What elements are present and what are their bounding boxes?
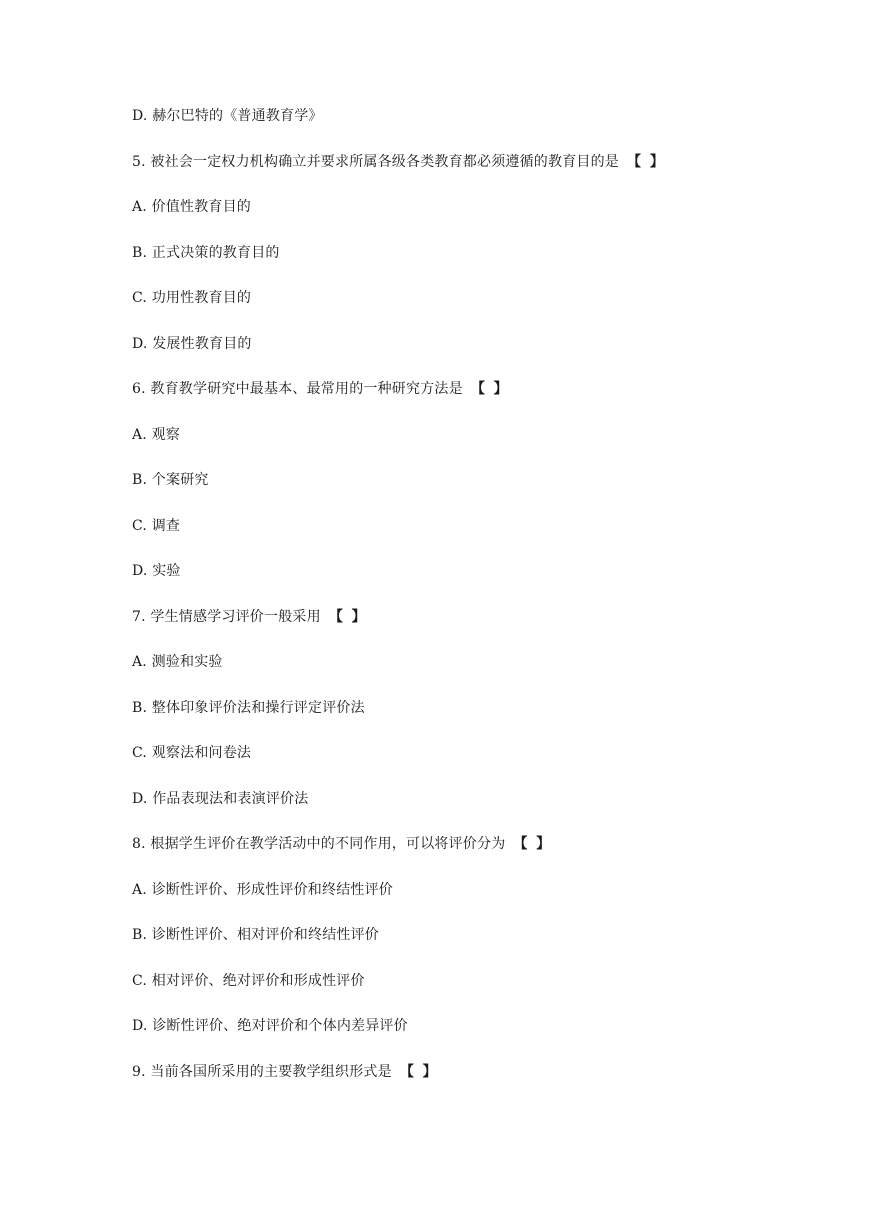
option-line [132,424,666,470]
line-text: B. 个案研究 [132,472,209,488]
option-line [132,697,666,743]
line-text: B. 诊断性评价、相对评价和终结性评价 [132,927,379,943]
answer-bracket: 【 】 [399,1063,439,1080]
line-text: 7. 学生情感学习评价一般采用 [132,608,321,625]
option-line [132,788,666,834]
option-line [132,924,666,970]
option-line [132,469,666,515]
question-line [132,1061,666,1107]
question-list [132,105,666,1106]
line-text: C. 相对评价、绝对评价和形成性评价 [132,972,365,989]
option-line [132,651,666,697]
option-line [132,742,666,788]
line-text: C. 观察法和问卷法 [132,745,252,761]
answer-bracket: 【 】 [513,836,553,852]
question-line [132,151,666,197]
line-text: A. 观察 [132,426,181,443]
line-text: A. 诊断性评价、形成性评价和终结性评价 [132,881,394,898]
line-text: D. 实验 [132,563,181,579]
question-line [132,833,666,879]
option-line [132,970,666,1016]
line-text: 6. 教育教学研究中最基本、最常用的一种研究方法是 [132,381,463,397]
question-line [132,378,666,424]
line-text: A. 测验和实验 [132,654,223,670]
line-text: D. 诊断性评价、绝对评价和个体内差异评价 [132,1018,408,1034]
question-line [132,606,666,652]
line-text: A. 价值性教育目的 [132,199,252,215]
answer-bracket: 【 】 [627,153,666,170]
line-text: D. 发展性教育目的 [132,335,252,352]
answer-bracket: 【 】 [328,608,368,625]
option-line [132,1015,666,1061]
option-line [132,333,666,379]
line-text: 8. 根据学生评价在教学活动中的不同作用，可以将评价分为 [132,836,506,852]
option-line [132,196,666,242]
line-text: 5. 被社会一定权力机构确立并要求所属各级各类教育都必须遵循的教育目的是 [132,153,620,170]
line-text: D. 赫尔巴特的《普通教育学》 [132,108,323,124]
line-text: B. 整体印象评价法和操行评定评价法 [132,699,365,716]
option-line [132,879,666,925]
option-line [132,242,666,288]
line-text: 9. 当前各国所采用的主要教学组织形式是 [132,1063,392,1080]
line-text: C. 功用性教育目的 [132,290,252,306]
answer-bracket: 【 】 [470,381,510,397]
option-line [132,105,666,151]
option-line [132,287,666,333]
line-text: C. 调查 [132,517,181,534]
line-text: D. 作品表现法和表演评价法 [132,790,309,807]
option-line [132,560,666,606]
option-line [132,515,666,561]
line-text: B. 正式决策的教育目的 [132,244,280,261]
